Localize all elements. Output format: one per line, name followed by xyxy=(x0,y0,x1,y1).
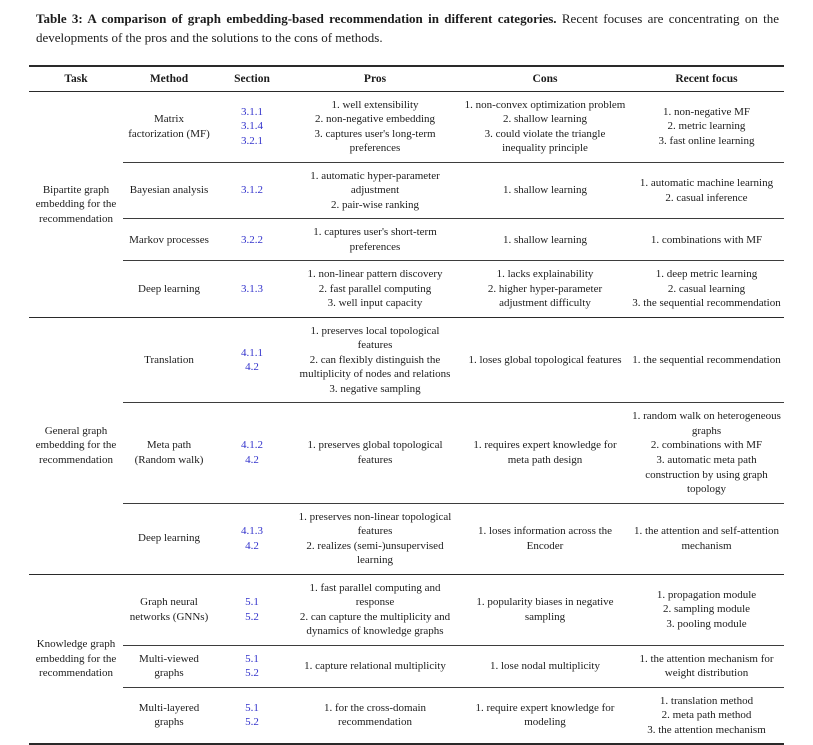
section-link[interactable]: 3.1.4 xyxy=(241,120,263,133)
method-cell: Deep learning xyxy=(123,261,215,318)
pros-item: 1. well extensibility xyxy=(331,98,419,111)
section-link[interactable]: 5.1 xyxy=(245,596,259,609)
header-row xyxy=(29,66,784,92)
table-row xyxy=(29,645,784,687)
focus-item: 1. non-negative MF xyxy=(662,105,751,118)
focus-item: 1. random walk on heterogeneous graphs xyxy=(632,410,781,437)
pros-item: 3. negative sampling xyxy=(329,382,421,395)
cons-cell xyxy=(461,403,629,503)
method-cell: Graph neural networks (GNNs) xyxy=(123,574,215,645)
pros-cell xyxy=(289,162,461,219)
cons-item: 2. shallow learning xyxy=(502,113,587,126)
table-row xyxy=(29,574,784,645)
method-cell: Matrix factorization (MF) xyxy=(128,113,210,140)
pros-cell xyxy=(289,91,461,162)
task-cell-knowledge: Knowledge graph embedding for the recommendation xyxy=(29,574,123,744)
column-header-cons: Cons xyxy=(532,72,558,85)
section-link[interactable]: 4.2 xyxy=(245,361,259,374)
focus-item: 3. the attention mechanism xyxy=(647,723,766,736)
focus-item: 2. sampling module xyxy=(662,603,751,616)
focus-item: 1. propagation module xyxy=(656,588,757,601)
pros-cell xyxy=(289,645,461,687)
pros-item: 1. for the cross-domain recommendation xyxy=(323,701,427,729)
pros-item: 2. pair-wise ranking xyxy=(330,198,420,211)
section-link[interactable]: 5.1 xyxy=(245,652,259,665)
recent-focus-cell xyxy=(629,219,784,261)
recent-focus-cell xyxy=(629,317,784,403)
pros-item: 1. captures user's short-term preferences xyxy=(313,226,437,253)
section-link[interactable]: 5.2 xyxy=(245,667,259,680)
section-cell xyxy=(215,261,289,318)
cons-item: 1. lose nodal multiplicity xyxy=(490,659,600,672)
table-caption xyxy=(36,10,779,48)
cons-item: 1. require expert knowledge for modeling xyxy=(475,701,615,729)
focus-item: 1. the attention mechanism for weight distribution xyxy=(639,652,774,680)
recent-focus-cell xyxy=(629,162,784,219)
focus-item: 3. fast online learning xyxy=(658,134,755,147)
section-link[interactable]: 3.2.1 xyxy=(241,134,263,147)
pros-cell xyxy=(289,261,461,318)
pros-item: 1. preserves local topological features xyxy=(310,324,440,352)
pros-cell xyxy=(289,503,461,574)
focus-item: 2. meta path method xyxy=(661,709,752,722)
pros-item: 2. can capture the multiplicity and dynamics of knowledge graphs xyxy=(299,610,451,638)
pros-item: 2. fast parallel computing xyxy=(318,282,432,295)
section-cell xyxy=(215,645,289,687)
focus-item: 2. casual learning xyxy=(667,282,746,295)
column-header-recent-focus: Recent focus xyxy=(675,72,738,85)
table-row xyxy=(29,219,784,261)
cons-cell xyxy=(461,645,629,687)
cons-item: 1. popularity biases in negative sampling xyxy=(476,596,614,623)
pros-item: 2. realizes (semi-)unsupervised learning xyxy=(306,539,444,567)
section-cell xyxy=(215,503,289,574)
section-link[interactable]: 4.2 xyxy=(245,454,259,466)
table-row xyxy=(29,317,784,403)
method-cell: Markov processes xyxy=(123,219,215,261)
column-header-section: Section xyxy=(234,72,270,85)
pros-cell xyxy=(289,317,461,403)
column-header-task: Task xyxy=(64,72,88,85)
pros-item: 1. automatic hyper-parameter adjustment xyxy=(310,169,440,197)
section-cell xyxy=(215,574,289,645)
cons-cell xyxy=(461,503,629,574)
pros-item: 1. fast parallel computing and response xyxy=(309,581,441,609)
focus-item: 3. pooling module xyxy=(666,617,747,630)
method-cell: Multi-viewed graphs xyxy=(123,645,215,687)
section-link[interactable]: 4.1.2 xyxy=(241,439,263,452)
section-link[interactable]: 4.1.1 xyxy=(241,346,263,359)
focus-item: 3. the sequential recommendation xyxy=(632,297,781,310)
column-header-method: Method xyxy=(149,72,189,85)
pros-item: 1. preserves global topological features xyxy=(307,439,443,466)
section-cell xyxy=(215,317,289,403)
focus-item: 1. the attention and self-attention mechanism xyxy=(633,525,780,552)
pros-cell xyxy=(289,219,461,261)
focus-item: 2. casual inference xyxy=(665,191,748,204)
section-cell xyxy=(215,219,289,261)
cons-item: 1. lacks explainability xyxy=(496,268,594,281)
cons-cell xyxy=(461,317,629,403)
recent-focus-cell xyxy=(629,574,784,645)
method-cell: Multi-layered graphs xyxy=(123,687,215,744)
cons-cell xyxy=(461,261,629,318)
section-link[interactable]: 5.2 xyxy=(245,716,259,729)
table-row xyxy=(29,261,784,318)
section-link[interactable]: 5.2 xyxy=(245,610,259,623)
table-row xyxy=(29,503,784,574)
recent-focus-cell xyxy=(629,645,784,687)
cons-item: 2. higher hyper-parameter adjustment difficulty xyxy=(487,282,603,310)
cons-cell xyxy=(461,162,629,219)
task-cell-general: General graph embedding for the recommendation xyxy=(29,317,123,574)
recent-focus-cell xyxy=(629,91,784,162)
focus-item: 1. combinations with MF xyxy=(650,233,763,246)
recent-focus-cell xyxy=(629,503,784,574)
focus-item: 2. combinations with MF xyxy=(650,439,763,452)
focus-item: 1. the sequential recommendation xyxy=(632,353,781,366)
pros-item: 3. well input capacity xyxy=(327,297,423,310)
focus-item: 2. metric learning xyxy=(667,120,746,133)
focus-item: 3. automatic meta path construction by using graph topology xyxy=(645,454,768,496)
section-link[interactable]: 3.1.3 xyxy=(241,282,263,295)
table-caption-title: Table 3: A comparison of graph embedding-based recommendation in different categories. xyxy=(36,11,557,26)
table-row xyxy=(29,403,784,503)
pros-cell xyxy=(289,574,461,645)
cons-item: 1. shallow learning xyxy=(502,184,587,197)
pros-item: 1. non-linear pattern discovery xyxy=(307,268,443,281)
pros-item: 2. can flexibly distinguish the multiplicity of nodes and relations xyxy=(299,353,451,381)
section-link[interactable]: 4.1.3 xyxy=(241,525,263,538)
method-cell: Meta path (Random walk) xyxy=(123,403,215,503)
recent-focus-cell xyxy=(629,403,784,503)
cons-item: 1. loses information across the Encoder xyxy=(477,525,613,552)
recent-focus-cell xyxy=(629,261,784,318)
method-cell: Bayesian analysis xyxy=(123,162,215,219)
cons-item: 1. loses global topological features xyxy=(468,353,622,366)
focus-item: 1. deep metric learning xyxy=(655,268,758,281)
section-link[interactable]: 5.1 xyxy=(245,701,259,714)
method-cell: Translation xyxy=(123,317,215,403)
pros-item: 1. preserves non-linear topological features xyxy=(298,510,452,538)
cons-cell xyxy=(461,574,629,645)
task-cell-bipartite: Bipartite graph embedding for the recommendation xyxy=(35,183,117,225)
focus-item: 1. automatic machine learning xyxy=(639,177,774,189)
section-cell xyxy=(215,403,289,503)
pros-item: 2. non-negative embedding xyxy=(314,113,436,126)
cons-item: 3. could violate the triangle inequality principle xyxy=(484,127,606,155)
section-cell xyxy=(215,162,289,219)
section-cell xyxy=(215,91,289,162)
table-caption-text: Recent focuses are concentrating on the developments of the pros and the solutions to the cons of methods. xyxy=(36,11,780,45)
pros-item: 3. captures user's long-term preferences xyxy=(314,127,436,155)
cons-cell xyxy=(461,219,629,261)
section-link[interactable]: 4.2 xyxy=(245,539,259,552)
cons-item: 1. shallow learning xyxy=(502,233,587,246)
cons-item: 1. non-convex optimization problem xyxy=(464,98,626,111)
focus-item: 1. translation method xyxy=(659,694,754,707)
cons-cell xyxy=(461,91,629,162)
comparison-table xyxy=(29,65,784,745)
section-link[interactable]: 3.1.2 xyxy=(241,184,263,197)
table-row xyxy=(29,162,784,219)
section-link[interactable]: 3.2.2 xyxy=(241,233,263,246)
pros-item: 1. capture relational multiplicity xyxy=(304,659,446,672)
table-row xyxy=(29,91,784,162)
column-header-pros: Pros xyxy=(363,72,387,85)
pros-cell xyxy=(289,403,461,503)
section-link[interactable]: 3.1.1 xyxy=(241,105,263,118)
method-cell: Deep learning xyxy=(123,503,215,574)
cons-item: 1. requires expert knowledge for meta path design xyxy=(473,439,617,466)
